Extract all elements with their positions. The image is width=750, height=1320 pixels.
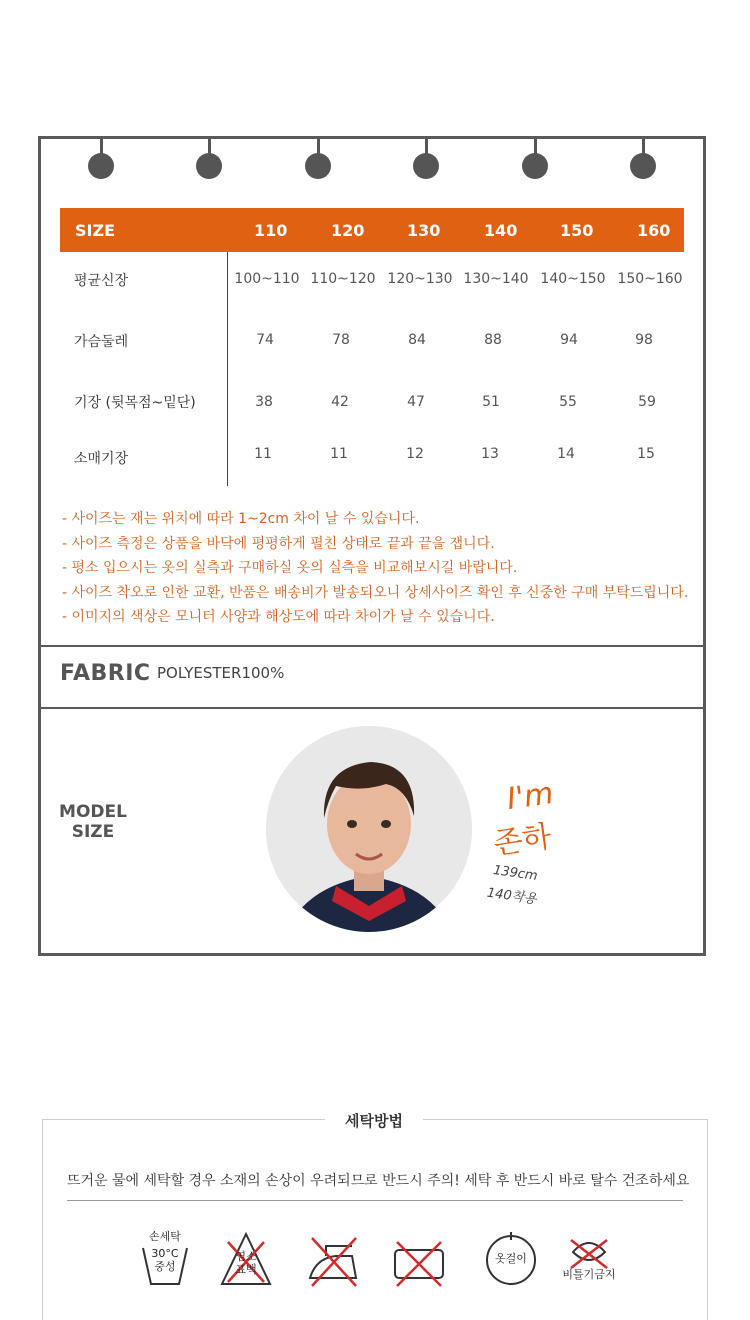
model-title-line: SIZE (71, 822, 115, 842)
model-name: 존하 (491, 819, 554, 862)
size-notes (62, 507, 692, 630)
fabric-value: POLYESTER100% (157, 664, 285, 682)
binder-ring (305, 139, 331, 183)
table-cell: 120~130 (387, 271, 453, 287)
row-label-length: 기장 (뒷목점~밑단) (74, 395, 196, 411)
section-divider (41, 645, 703, 647)
table-cell: 11 (254, 446, 272, 462)
model-height: 139cm (492, 862, 539, 885)
table-cell: 51 (482, 394, 500, 410)
size-header-110: 110 (254, 221, 288, 240)
size-header-160: 160 (637, 221, 671, 240)
table-cell: 88 (484, 332, 502, 348)
model-im-text: I'm (504, 775, 556, 818)
table-cell: 55 (559, 394, 577, 410)
table-cell: 98 (635, 332, 653, 348)
model-size-title (53, 802, 133, 842)
table-cell: 84 (408, 332, 426, 348)
size-header-120: 120 (331, 221, 365, 240)
table-cell: 13 (481, 446, 499, 462)
binder-rings (41, 139, 703, 189)
table-cell: 15 (637, 446, 655, 462)
row-label-sleeve: 소매기장 (74, 451, 129, 467)
table-cell: 14 (557, 446, 575, 462)
washing-section (42, 1112, 708, 1320)
table-cell: 38 (255, 394, 273, 410)
note-line: - 사이즈는 재는 위치에 따라 1~2cm 차이 날 수 있습니다. (62, 511, 420, 527)
no-dry-clean-icon (391, 1228, 447, 1288)
size-header-140: 140 (484, 221, 518, 240)
size-header-150: 150 (560, 221, 594, 240)
hanger-dry-icon: 옷걸이 (483, 1228, 539, 1288)
note-line: - 평소 입으시는 옷의 실측과 구매하실 옷의 실측을 비교해보시길 바랍니다. (62, 560, 518, 576)
table-cell: 11 (330, 446, 348, 462)
no-wring-icon: 비틀기금지 (561, 1228, 617, 1288)
table-cell: 42 (331, 394, 349, 410)
size-table-header (60, 208, 684, 252)
size-header-label: SIZE (75, 221, 116, 240)
table-cell: 12 (406, 446, 424, 462)
table-cell: 100~110 (234, 271, 300, 287)
table-cell: 140~150 (540, 271, 606, 287)
table-cell: 74 (256, 332, 274, 348)
table-cell: 47 (407, 394, 425, 410)
table-cell: 110~120 (310, 271, 376, 287)
fabric-title: FABRIC (60, 661, 151, 686)
washing-warning: 뜨거운 물에 세탁할 경우 소재의 손상이 우려되므로 반드시 주의! 세탁 후 반드시 바로 탈수 건조하세요 (67, 1170, 683, 1201)
note-line: - 사이즈 측정은 상품을 바닥에 평평하게 펼친 상태로 끝과 끝을 잽니다. (62, 535, 495, 552)
table-cell: 94 (560, 332, 578, 348)
row-label-chest: 가슴둘레 (74, 334, 129, 350)
binder-ring (522, 139, 548, 183)
binder-ring (88, 139, 114, 183)
hand-wash-icon: 손세탁 30°C 중성 (137, 1228, 193, 1288)
table-cell: 150~160 (617, 271, 683, 287)
binder-ring (196, 139, 222, 183)
size-chart-panel (38, 136, 706, 956)
model-photo (266, 726, 472, 932)
size-header-130: 130 (407, 221, 441, 240)
binder-ring (413, 139, 439, 183)
row-label-height: 평균신장 (74, 273, 129, 289)
binder-ring (630, 139, 656, 183)
section-divider (41, 707, 703, 709)
no-bleach-icon: 염소 표백 (218, 1228, 274, 1288)
no-iron-icon (306, 1228, 362, 1288)
table-cell: 130~140 (463, 271, 529, 287)
model-title-line: MODEL (59, 802, 127, 822)
note-line: - 이미지의 색상은 모니터 사양과 해상도에 따라 차이가 날 수 있습니다. (62, 609, 495, 625)
model-wearing-size: 140착용 (485, 885, 538, 908)
washing-title: 세탁방법 (325, 1110, 423, 1131)
note-line: - 사이즈 착오로 인한 교환, 반품은 배송비가 발송되오니 상세사이즈 확인 후 신중한 구매 부탁드립니다. (62, 584, 689, 601)
table-cell: 78 (332, 332, 350, 348)
table-cell: 59 (638, 394, 656, 410)
